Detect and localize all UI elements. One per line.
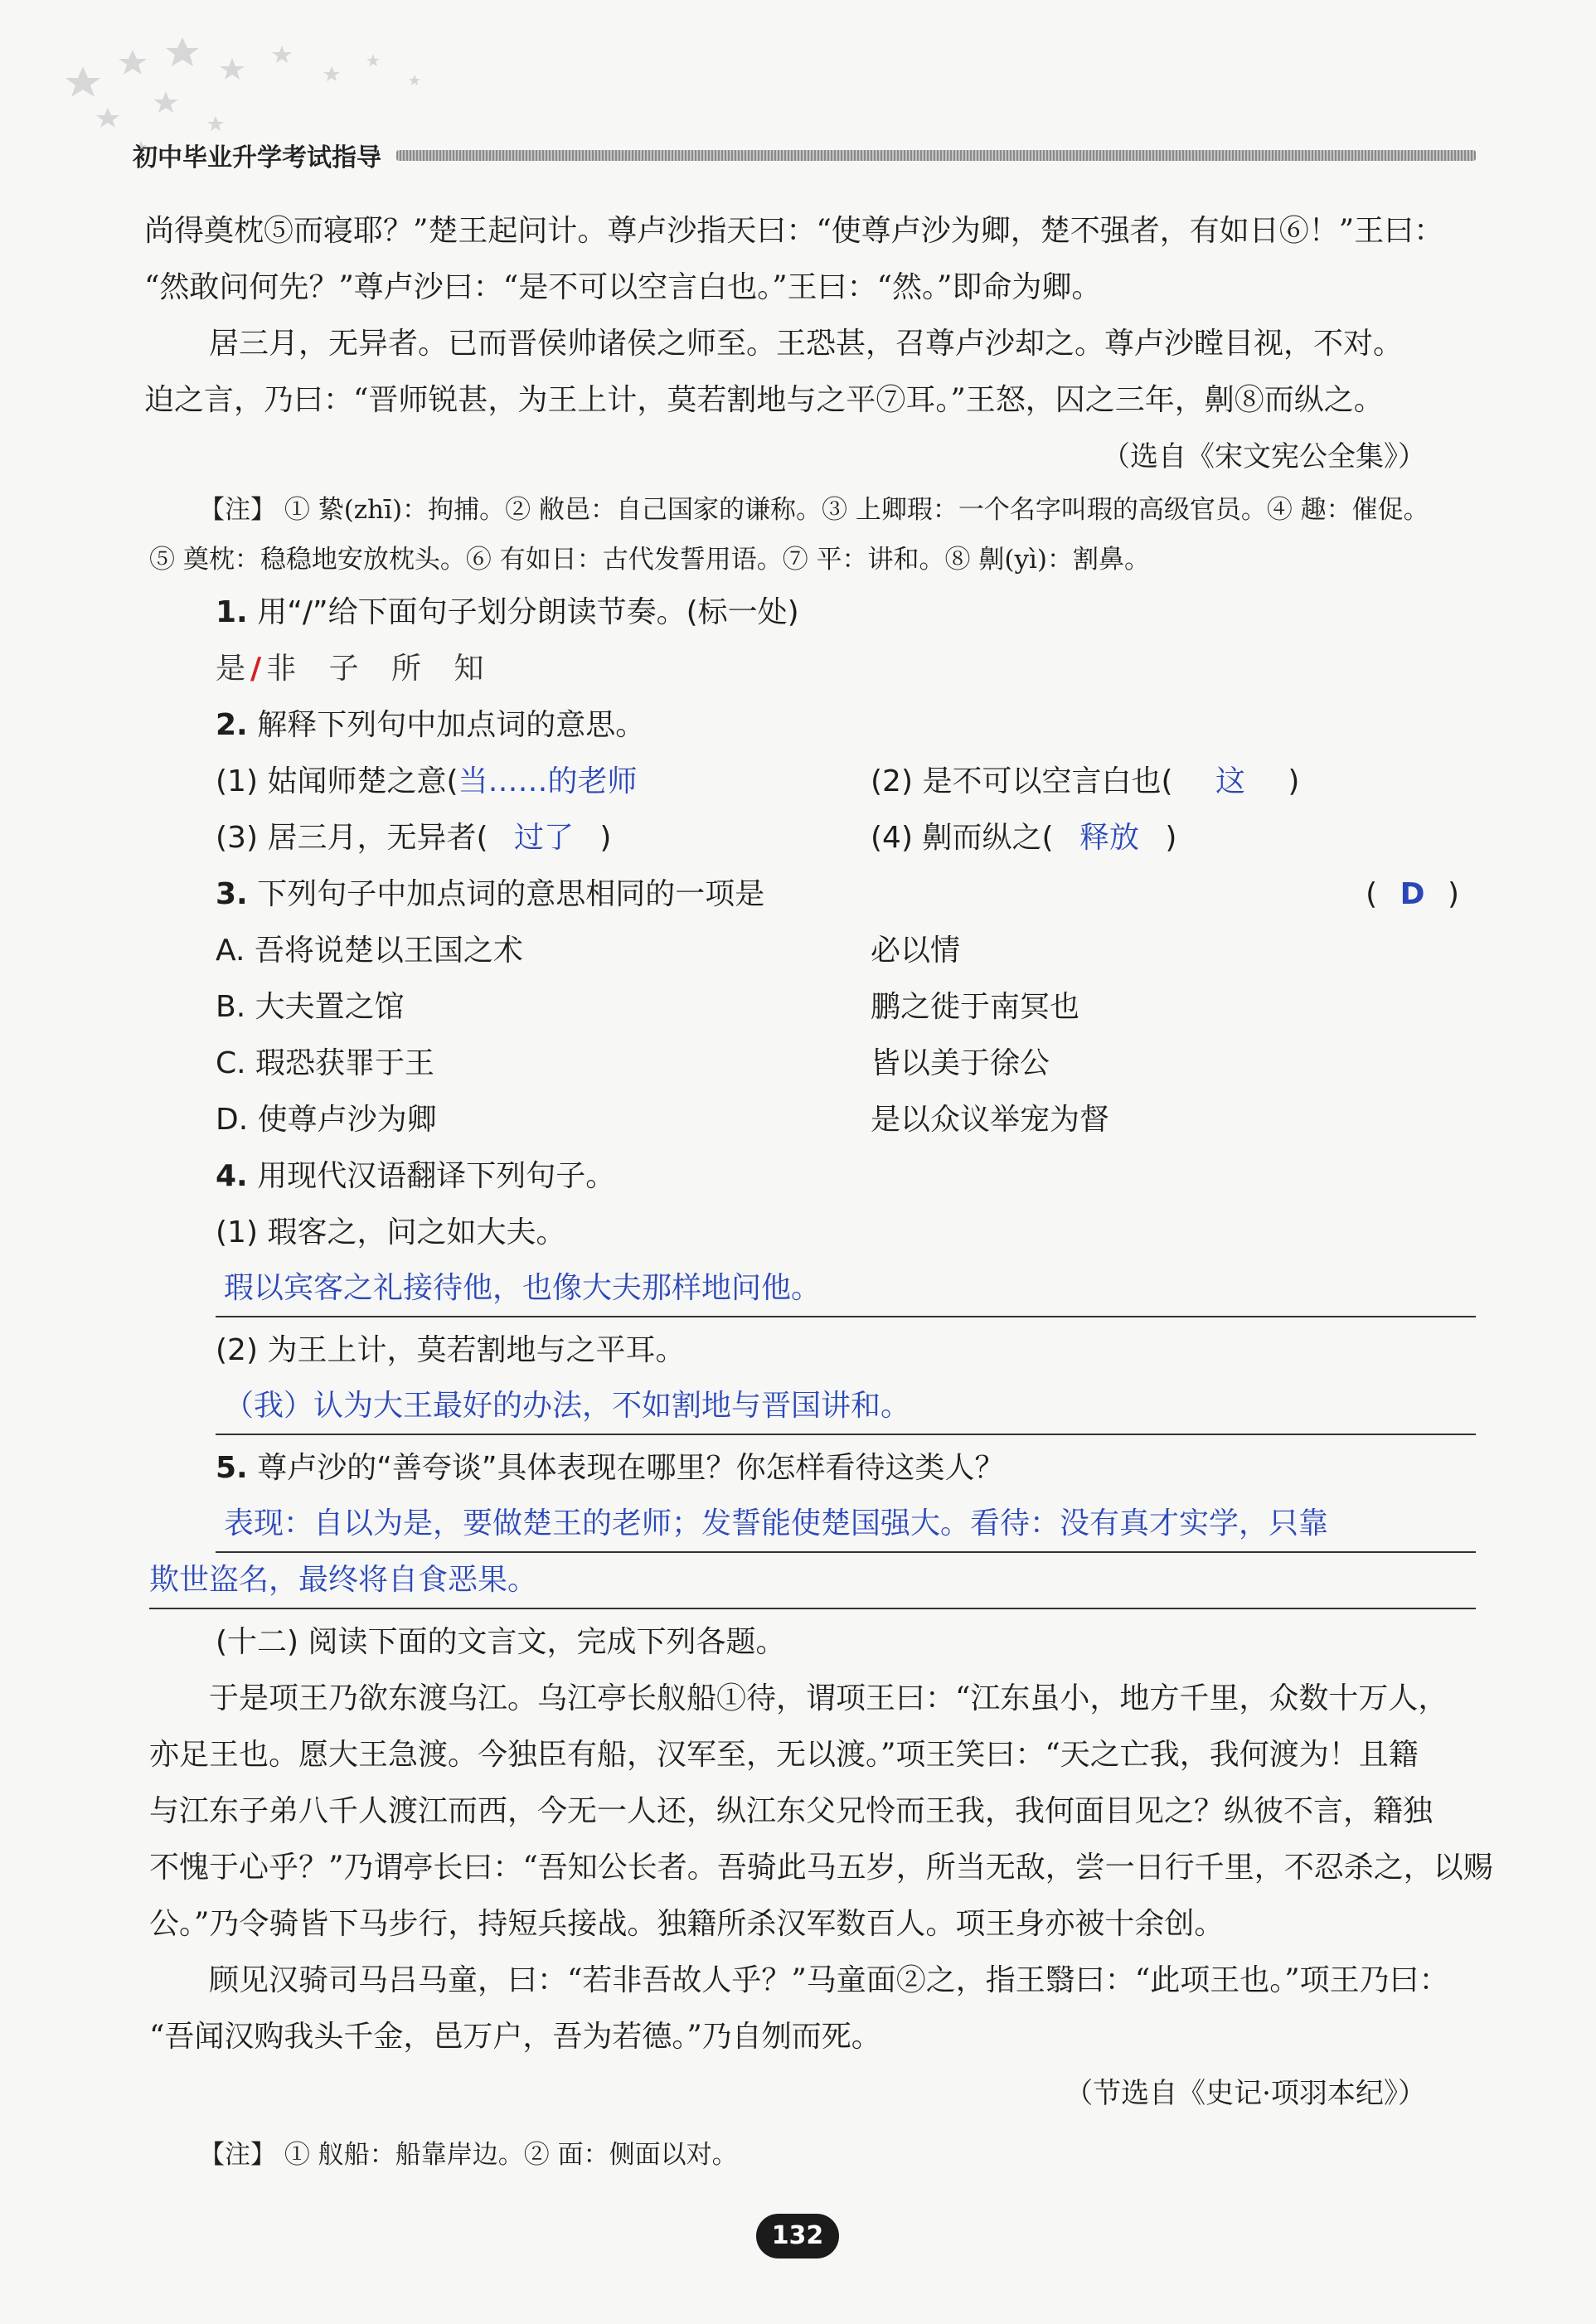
section-heading: (十二) 阅读下面的文言文，完成下列各题。 bbox=[216, 1625, 786, 1659]
question-2 bbox=[216, 697, 1476, 754]
q3-answer: D bbox=[1400, 877, 1425, 911]
note-tag: 【注】 bbox=[199, 495, 276, 525]
question-number: 5. bbox=[216, 1451, 248, 1485]
passage-source: （节选自《史记·项羽本纪》） bbox=[1065, 2077, 1426, 2110]
q2-label: (3) 居三月，无异者( bbox=[216, 821, 488, 855]
option-right: 皆以美于徐公 bbox=[871, 1046, 1050, 1080]
q2-answer: 这 bbox=[1215, 764, 1245, 798]
question-5 bbox=[216, 1440, 1476, 1497]
q2-close: ) bbox=[599, 821, 612, 855]
q2-label: (1) 姑闻师楚之意( bbox=[216, 764, 458, 798]
phrase-part: 非 子 所 知 bbox=[266, 652, 496, 686]
header-divider bbox=[396, 150, 1476, 161]
phrase-part: 是 bbox=[216, 652, 251, 686]
q2-answer: 释放 bbox=[1079, 821, 1139, 855]
passage-line: 迫之言，乃曰：“晋师锐甚，为王上计，莫若割地与之平⑦耳。”王怒，囚之三年，劓⑧而纵之。 bbox=[144, 383, 1384, 417]
note-text: ⑤ 奠枕：稳稳地安放枕头。⑥ 有如日：古代发誓用语。⑦ 平：讲和。⑧ 劓(yì)：割鼻。 bbox=[149, 545, 1151, 575]
q2-label: (4) 劓而纵之( bbox=[871, 821, 1054, 855]
question-text: 下列句子中加点词的意思相同的一项是 bbox=[257, 877, 765, 911]
q3-option bbox=[216, 979, 1476, 1036]
page-content bbox=[144, 203, 1493, 2180]
page-header bbox=[133, 137, 1476, 173]
q4-sentence: (1) 瑕客之，问之如大夫。 bbox=[216, 1215, 566, 1249]
q2-answer: 当……的老师 bbox=[458, 764, 638, 798]
q2-row bbox=[216, 810, 1476, 866]
question-4 bbox=[216, 1148, 1476, 1205]
q2-item bbox=[216, 754, 871, 810]
note-text: ① 舣船：船靠岸边。② 面：侧面以对。 bbox=[284, 2140, 738, 2170]
option-left: A. 吾将说楚以王国之术 bbox=[216, 934, 523, 968]
option-right: 鹏之徙于南冥也 bbox=[871, 990, 1080, 1024]
option-right: 必以情 bbox=[871, 934, 961, 968]
q2-close: ) bbox=[1165, 821, 1177, 855]
q2-item bbox=[871, 810, 1176, 866]
q1-phrase bbox=[216, 641, 1476, 697]
q2-label: (2) 是不可以空言白也( bbox=[871, 764, 1173, 798]
q4-sentence: (2) 为王上计，莫若割地与之平耳。 bbox=[216, 1333, 686, 1367]
q5-answer-line: 欺世盗名，最终将自食恶果。 bbox=[149, 1553, 1476, 1609]
paren-close: ) bbox=[1447, 877, 1459, 911]
passage-line: “吾闻汉购我头千金，邑万户，吾为若德。”乃自刎而死。 bbox=[149, 2020, 881, 2054]
q2-close: ) bbox=[1288, 764, 1300, 798]
option-left: B. 大夫置之馆 bbox=[216, 990, 405, 1024]
question-text: 用现代汉语翻译下列句子。 bbox=[257, 1159, 616, 1193]
passage-line: 顾见汉骑司马吕马童，曰：“若非吾故人乎？”马童面②之，指王翳曰：“此项王也。”项王乃曰： bbox=[209, 1963, 1449, 1997]
passage-line: 公。”乃令骑皆下马步行，持短兵接战。独籍所杀汉军数百人。项王身亦被十余创。 bbox=[149, 1907, 1225, 1941]
q3-option bbox=[216, 1092, 1476, 1148]
question-3 bbox=[216, 866, 1476, 923]
notes bbox=[199, 485, 1476, 535]
question-number: 4. bbox=[216, 1159, 248, 1193]
rhythm-slash: / bbox=[250, 652, 267, 686]
q4-answer-line: 瑕以宾客之礼接待他，也像大夫那样地问他。 bbox=[216, 1261, 1476, 1317]
q3-answer-box bbox=[1366, 866, 1459, 923]
question-text: 解释下列句中加点词的意思。 bbox=[257, 708, 646, 742]
q2-item bbox=[871, 754, 1299, 810]
page-number: 132 bbox=[756, 2214, 839, 2259]
option-right: 是以众议举宠为督 bbox=[871, 1103, 1110, 1137]
header-title: 初中毕业升学考试指导 bbox=[133, 143, 381, 172]
q4-answer-line: （我）认为大王最好的办法，不如割地与晋国讲和。 bbox=[216, 1379, 1476, 1435]
option-left: C. 瑕恐获罪于王 bbox=[216, 1046, 435, 1080]
q3-option bbox=[216, 1036, 1476, 1092]
question-number: 3. bbox=[216, 877, 248, 911]
question-number: 1. bbox=[216, 595, 248, 629]
note-text: ① 絷(zhī)：拘捕。② 敝邑：自己国家的谦称。③ 上卿瑕：一个名字叫瑕的高级官员。④ 趣：催促。 bbox=[284, 495, 1429, 525]
passage-line: 居三月，无异者。已而晋侯帅诸侯之师至。王恐甚，召尊卢沙却之。尊卢沙瞠目视，不对。 bbox=[209, 327, 1404, 361]
passage-line: 亦足王也。愿大王急渡。今独臣有船，汉军至，无以渡。”项王笑曰：“天之亡我，我何渡为！且籍 bbox=[149, 1738, 1419, 1772]
passage-line: 尚得奠枕⑤而寝耶？”楚王起问计。尊卢沙指天曰：“使尊卢沙为卿，楚不强者，有如日⑥！”王曰： bbox=[144, 214, 1444, 248]
q5-answer-line: 表现：自以为是，要做楚王的老师；发誓能使楚国强大。看待：没有真才实学，只靠 bbox=[216, 1497, 1476, 1553]
passage-line: “然敢问何先？”尊卢沙曰：“是不可以空言白也。”王曰：“然。”即命为卿。 bbox=[144, 270, 1102, 304]
notes bbox=[199, 2130, 1476, 2180]
question-1 bbox=[216, 585, 1476, 641]
q2-row bbox=[216, 754, 1476, 810]
q3-option bbox=[216, 923, 1476, 979]
q2-answer: 过了 bbox=[513, 821, 574, 855]
note-tag: 【注】 bbox=[199, 2140, 276, 2170]
passage-line: 于是项王乃欲东渡乌江。乌江亭长舣船①待，谓项王曰：“江东虽小，地方千里，众数十万人， bbox=[209, 1681, 1448, 1715]
passage-line: 与江东子弟八千人渡江而西，今无一人还，纵江东父兄怜而王我，我何面目见之？纵彼不言，籍独 bbox=[149, 1794, 1433, 1828]
question-text: 用“/”给下面句子划分朗读节奏。(标一处) bbox=[257, 595, 799, 629]
question-number: 2. bbox=[216, 708, 248, 742]
passage-source: （选自《宋文宪公全集》） bbox=[1102, 440, 1426, 473]
q2-item bbox=[216, 810, 871, 866]
paren-open: ( bbox=[1366, 877, 1378, 911]
passage-line: 不愧于心乎？”乃谓亭长曰：“吾知公长者。吾骑此马五岁，所当无敌，尝一日行千里，不忍杀之，以赐 bbox=[149, 1851, 1493, 1885]
option-left: D. 使尊卢沙为卿 bbox=[216, 1103, 437, 1137]
question-text: 尊卢沙的“善夸谈”具体表现在哪里？你怎样看待这类人？ bbox=[257, 1451, 1005, 1485]
